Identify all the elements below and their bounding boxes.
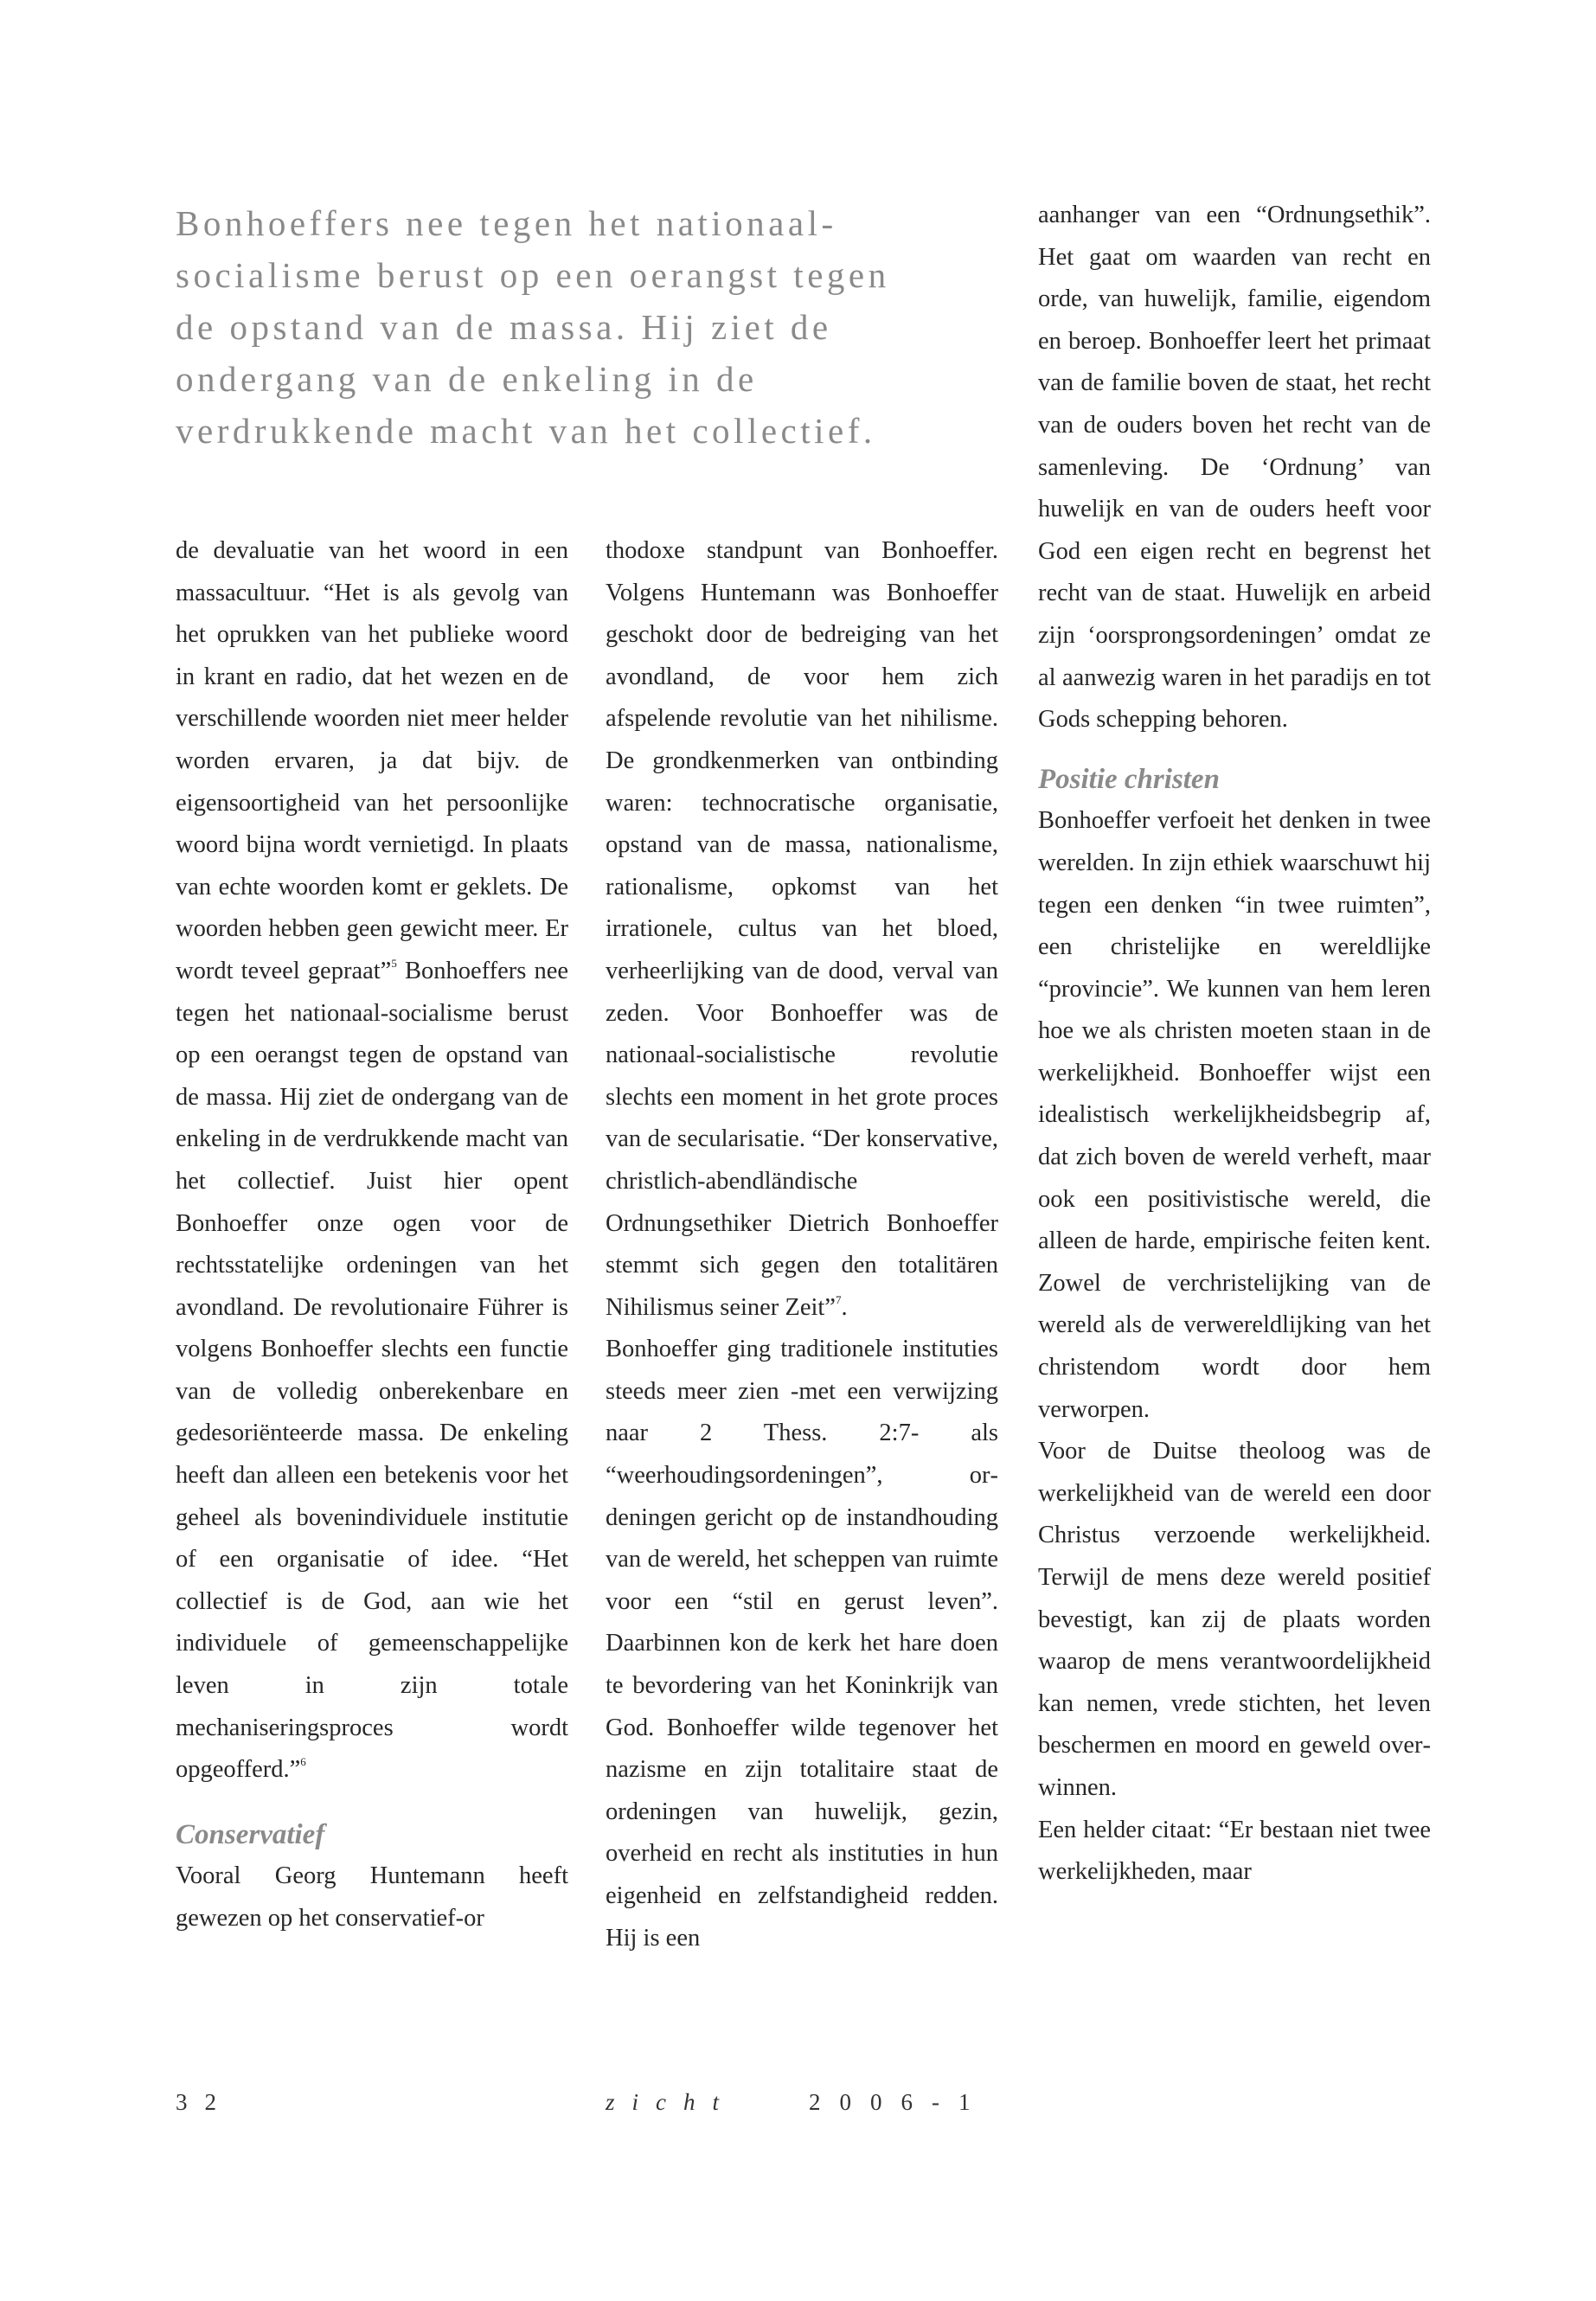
journal-name: zicht bbox=[606, 2089, 736, 2115]
text-column-1 bbox=[176, 530, 568, 1940]
pull-quote-line: ondergang van de enkeling in de bbox=[176, 359, 758, 399]
issue-number: 2006-1 bbox=[809, 2089, 990, 2115]
paragraph: Voor de Duitse theoloog was de werkelijkheid van de wereld een door Christus verzoende werkelijkheid. Terwijl de mens deze wereld positief bevestigt, kan zij de plaats worden waarop de mens verantwoordelijkheid kan nemen, vrede stichten, het leven beschermen en moord en geweld overwinnen. bbox=[1038, 1438, 1431, 1801]
section-heading: Conservatief bbox=[176, 1818, 325, 1850]
footnote-ref: 5 bbox=[391, 956, 397, 970]
section-heading: Positie christen bbox=[1038, 763, 1220, 795]
pull-quote-line: de opstand van de massa. Hij ziet de bbox=[176, 307, 832, 347]
paragraph-text: de devaluatie van het woord in een massacultuur. “Het is als gevolg van het oprukken van het publieke woord in krant en radio, dat het wezen en de verschillende woorden niet meer helder worden ervaren, ja dat bijv. de eigensoortigheid van het persoonlijke woord bijna wordt vernietigd. In plaats van echte woorden komt er geklets. De woorden hebben geen gewicht meer. Er wordt teveel gepraat” bbox=[176, 537, 568, 984]
paragraph: Een helder citaat: “Er bestaan niet twee werkelijkheden, maar bbox=[1038, 1816, 1431, 1886]
pull-quote-line: socialisme berust op een oerangst tegen bbox=[176, 255, 890, 295]
pull-quote bbox=[176, 197, 980, 457]
pull-quote-line: Bonhoeffers nee tegen het nationaal- bbox=[176, 203, 837, 243]
footnote-ref: 7 bbox=[835, 1292, 842, 1306]
paragraph bbox=[176, 530, 568, 1791]
page-number: 32 bbox=[176, 2089, 234, 2115]
text-column-2 bbox=[606, 530, 998, 1959]
paragraph: Vooral Georg Huntemann heeft gewezen op het conservatief-or bbox=[176, 1862, 568, 1932]
paragraph: aanhanger van een “Ordnungsethik”. Het gaat om waarden van recht en orde, van huwelijk, familie, eigendom en beroep. Bonhoeffer leert het primaat van de familie boven de staat, het recht van de ouders boven het recht van de samenleving. De ‘Ordnung’ van huwelijk en van de ouders heeft voor God een eigen recht en begrenst het recht van de staat. Huwelijk en arbeid zijn ‘oorsprongsordeningen’ omdat ze al aanwezig waren in het paradijs en tot Gods schepping behoren. bbox=[1038, 202, 1431, 734]
footnote-ref: 6 bbox=[300, 1755, 306, 1769]
paragraph bbox=[606, 530, 998, 1329]
paragraph-text: Bonhoeffers nee tegen het nationaal-socialisme berust op een oerangst tegen de opstand van de massa. Hij ziet de ondergang van de enkeling in de verdrukkende macht van het collectief. Juist hier opent Bonhoeffer onze ogen voor de rechtsstatelijke ordeningen van het avondland. De revolutionaire Führer is volgens Bonhoeffer slechts een functie van de volledig onberekenbare en gedesoriënteerde massa. De enkeling heeft dan alleen een betekenis voor het geheel als bovenindividuele institutie of een organisatie of idee. “Het collectief is de God, aan wie het individuele of gemeenschappelijke leven in zijn totale mechaniseringsproces wordt opgeofferd.” bbox=[176, 957, 568, 1784]
paragraph-text: thodoxe standpunt van Bonhoeffer. Volgens Huntemann was Bonhoeffer geschokt door de bedreiging van het avondland, de voor hem zich afspelende revolutie van het nihilisme. De grondkenmerken van ontbinding waren: technocratische organisatie, opstand van de massa, nationalisme, rationalisme, opkomst van het irrationele, cultus van het bloed, verheerlijking van de dood, verval van zeden. Voor Bonhoeffer was de nationaal-socialistische revolutie slechts een moment in het grote proces van de secularisatie. “Der konservative, christlich-abendländische Ordnungsethiker Dietrich Bonhoeffer stemmt sich gegen den totalitären Nihilismus seiner Zeit” bbox=[606, 537, 998, 1321]
paragraph: Bonhoeffer verfoeit het denken in twee werelden. In zijn ethiek waarschuwt hij tegen een denken “in twee ruimten”, een christelijke en wereldlijke “provincie”. We kunnen van hem leren hoe we als christen moeten staan in de werkelijkheid. Bonhoeffer wijst een idealistisch werkelijkheidsbegrip af, dat zich boven de wereld verheft, maar ook een positivistische wereld, die alleen de harde, empirische feiten kent. Zowel de verchristelijking van de wereld als de verwereldlijking van het christendom wordt door hem verworpen. bbox=[1038, 807, 1431, 1423]
paragraph-text: . bbox=[841, 1293, 848, 1321]
text-column-3 bbox=[1038, 195, 1431, 1894]
pull-quote-line: verdrukkende macht van het collectief. bbox=[176, 411, 876, 451]
paragraph: Bonhoeffer ging traditionele instituties steeds meer zien -met een verwijzing naar 2 Thess. 2:7- als “weerhoudingsordeningen”, ordeningen gericht op de instandhouding van de wereld, het scheppen van ruimte voor een “stil en gerust leven”. Daarbinnen kon de kerk het hare doen te bevordering van het Koninkrijk van God. Bonhoeffer wilde tegenover het nazisme en zijn totalitaire staat de ordeningen van huwelijk, gezin, overheid en recht als instituties in hun eigenheid en zelfstandigheid redden. Hij is een bbox=[606, 1336, 998, 1952]
